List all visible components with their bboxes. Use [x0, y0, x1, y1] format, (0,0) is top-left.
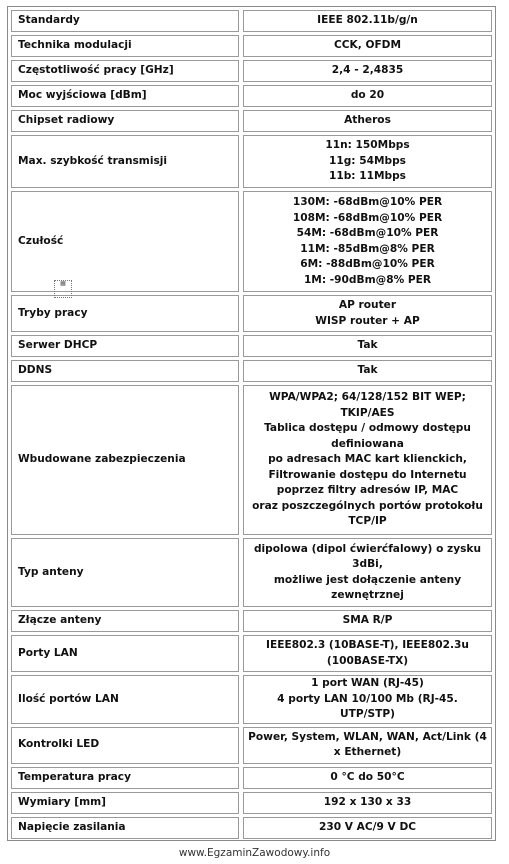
- spec-value-text: IEEE 802.11b/g/n: [317, 14, 418, 27]
- spec-value: [243, 385, 492, 535]
- spec-value: [243, 610, 492, 632]
- spec-label: Kontrolki LED: [11, 727, 239, 764]
- table-row: [11, 10, 492, 32]
- spec-value: [243, 792, 492, 814]
- spec-value-text: CCK, OFDM: [333, 39, 402, 52]
- table-row: [11, 635, 492, 672]
- spec-value: [243, 110, 492, 132]
- table-row: [11, 385, 492, 535]
- spec-value: [243, 817, 492, 839]
- spec-label: DDNS: [11, 360, 239, 382]
- table-row: [11, 135, 492, 188]
- spec-value-text: 0 °C do 50°C: [330, 770, 405, 783]
- spec-value-text: WPA/WPA2; 64/128/152 BIT WEP; TKIP/AES Tablica dostępu / odmowy dostępu definiowana po adresach MAC kart klienckich, Filtrowanie dostępu do Internetu poprzez filtry adresów IP, MAC oraz poszczególnych portów protokołu TCP/IP: [252, 391, 483, 528]
- table-row: [11, 60, 492, 82]
- spec-value-text: do 20: [350, 89, 385, 102]
- table-row: [11, 85, 492, 107]
- spec-value-text: 192 x 130 x 33: [323, 795, 412, 808]
- spec-value: [243, 335, 492, 357]
- table-row: [11, 335, 492, 357]
- spec-label: Technika modulacji: [11, 35, 239, 57]
- spec-value-text: SMA R/P: [342, 614, 393, 627]
- table-row: [11, 538, 492, 607]
- spec-value: [243, 35, 492, 57]
- spec-value-text: 230 V AC/9 V DC: [318, 820, 417, 833]
- spec-label: Standardy: [11, 10, 239, 32]
- spec-label: Moc wyjściowa [dBm]: [11, 85, 239, 107]
- spec-label: Czułość: [11, 191, 239, 292]
- spec-label: Napięcie zasilania: [11, 817, 239, 839]
- spec-value-text: AP router WISP router + AP: [315, 299, 420, 327]
- spec-value-text: Atheros: [344, 114, 391, 127]
- spec-value-text: 11n: 150Mbps 11g: 54Mbps 11b: 11Mbps: [325, 139, 410, 183]
- spec-value-text: Tak: [357, 364, 378, 377]
- spec-value: [243, 675, 492, 724]
- spec-value-text: IEEE802.3 (10BASE-T), IEEE802.3u (100BASE-TX): [266, 639, 469, 667]
- table-row: [11, 191, 492, 292]
- table-row: [11, 675, 492, 724]
- spec-label: Typ anteny: [11, 538, 239, 607]
- table-row: [11, 610, 492, 632]
- footer-url: www.EgzaminZawodowy.info: [178, 847, 331, 859]
- spec-value: [243, 538, 492, 607]
- spec-value-text: 1 port WAN (RJ-45) 4 porty LAN 10/100 Mb (RJ-45. UTP/STP): [277, 677, 458, 720]
- spec-value: [243, 191, 492, 292]
- spec-table: [11, 7, 492, 842]
- spec-label: Częstotliwość pracy [GHz]: [11, 60, 239, 82]
- spec-label: Wbudowane zabezpieczenia: [11, 385, 239, 535]
- spec-value: [243, 10, 492, 32]
- spec-label: Serwer DHCP: [11, 335, 239, 357]
- spec-label: Złącze anteny: [11, 610, 239, 632]
- spec-value-text: Power, System, WLAN, WAN, Act/Link (4 x Ethernet): [248, 730, 487, 758]
- spec-value-text: dipolowa (dipol ćwierćfalowy) o zysku 3dBi, możliwe jest dołączenie anteny zewnętrznej: [253, 542, 482, 601]
- spec-value: [243, 135, 492, 188]
- broken-image-icon: ▦: [54, 280, 72, 298]
- spec-label: Ilość portów LAN: [11, 675, 239, 724]
- spec-value-text: 130M: -68dBm@10% PER 108M: -68dBm@10% PER 54M: -68dBm@10% PER 11M: -85dBm@8% PER 6M: -88dBm@10% PER 1M: -90dBm@8% PER: [292, 196, 443, 286]
- spec-value: [243, 767, 492, 789]
- spec-value-text: 2,4 - 2,4835: [331, 64, 404, 77]
- table-row: [11, 817, 492, 839]
- spec-label: Temperatura pracy: [11, 767, 239, 789]
- table-row: [11, 110, 492, 132]
- spec-value: [243, 85, 492, 107]
- table-row: [11, 727, 492, 764]
- table-row: [11, 792, 492, 814]
- table-row: [11, 767, 492, 789]
- table-row: [11, 360, 492, 382]
- spec-label: Porty LAN: [11, 635, 239, 672]
- spec-value: [243, 360, 492, 382]
- spec-value: [243, 295, 492, 332]
- table-row: [11, 35, 492, 57]
- spec-label: Wymiary [mm]: [11, 792, 239, 814]
- spec-table-body: [11, 10, 492, 839]
- spec-label: Chipset radiowy: [11, 110, 239, 132]
- spec-label: Max. szybkość transmisji: [11, 135, 239, 188]
- spec-value: [243, 727, 492, 764]
- table-row: [11, 295, 492, 332]
- spec-value: [243, 635, 492, 672]
- spec-table-frame: [7, 6, 496, 841]
- spec-label: Tryby pracy: [11, 295, 239, 332]
- spec-value: [243, 60, 492, 82]
- spec-value-text: Tak: [357, 339, 378, 352]
